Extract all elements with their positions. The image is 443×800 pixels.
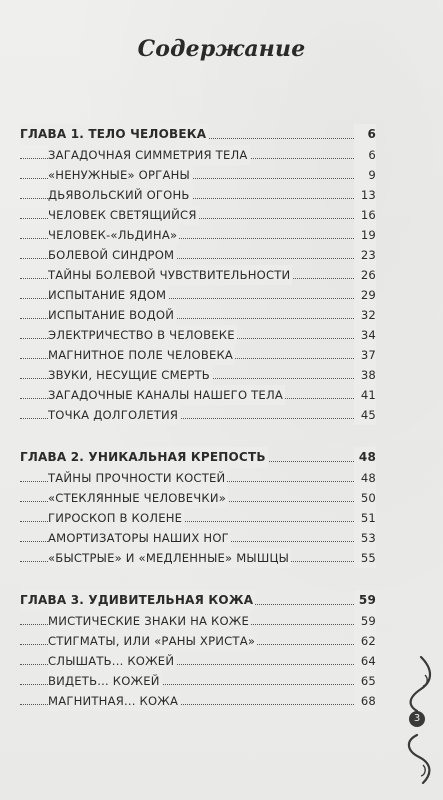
- page-folio-badge: 3: [409, 711, 425, 727]
- toc-entry: [20, 691, 376, 711]
- toc-entry: [20, 345, 376, 365]
- toc-entry: [20, 631, 376, 651]
- entry-label: ГИРОСКОП В КОЛЕНЕ: [48, 508, 184, 528]
- chapter-3: [20, 590, 376, 711]
- entry-page-number: 34: [354, 325, 376, 345]
- table-of-contents: [20, 124, 376, 733]
- entry-label: ЧЕЛОВЕК-«ЛЬДИНА»: [48, 225, 179, 245]
- entry-label: «НЕНУЖНЫЕ» ОРГАНЫ: [48, 165, 192, 185]
- chapter-title: ГЛАВА 3. УДИВИТЕЛЬНАЯ КОЖА: [20, 590, 255, 611]
- entry-label: СЛЫШАТЬ... КОЖЕЙ: [48, 651, 176, 671]
- entry-page-number: 53: [354, 528, 376, 548]
- toc-entry: [20, 145, 376, 165]
- entry-label: МАГНИТНАЯ... КОЖА: [48, 691, 180, 711]
- entry-page-number: 51: [354, 508, 376, 528]
- entry-page-number: 50: [354, 488, 376, 508]
- page-title: Содержание: [137, 36, 306, 62]
- toc-entry: [20, 651, 376, 671]
- chapter-title: ГЛАВА 1. ТЕЛО ЧЕЛОВЕКА: [20, 124, 208, 145]
- entry-page-number: 26: [354, 265, 376, 285]
- entry-label: ТОЧКА ДОЛГОЛЕТИЯ: [48, 405, 180, 425]
- entry-page-number: 23: [354, 245, 376, 265]
- entry-label: ИСПЫТАНИЕ ЯДОМ: [48, 285, 168, 305]
- entry-page-number: 64: [354, 651, 376, 671]
- entry-label: ЗВУКИ, НЕСУЩИЕ СМЕРТЬ: [48, 365, 212, 385]
- entry-page-number: 29: [354, 285, 376, 305]
- entry-label: БОЛЕВОЙ СИНДРОМ: [48, 245, 176, 265]
- entry-label: ЗАГАДОЧНАЯ СИММЕТРИЯ ТЕЛА: [48, 145, 250, 165]
- toc-entry: [20, 385, 376, 405]
- entry-page-number: 55: [354, 548, 376, 568]
- entry-page-number: 41: [354, 385, 376, 405]
- entry-page-number: 48: [354, 468, 376, 488]
- toc-entry: [20, 528, 376, 548]
- toc-entry: [20, 245, 376, 265]
- entry-page-number: 62: [354, 631, 376, 651]
- entry-page-number: 65: [354, 671, 376, 691]
- entry-label: ЭЛЕКТРИЧЕСТВО В ЧЕЛОВЕКЕ: [48, 325, 237, 345]
- chapter-page-number: 48: [354, 447, 376, 468]
- entry-page-number: 37: [354, 345, 376, 365]
- toc-entry: [20, 185, 376, 205]
- entry-page-number: 16: [354, 205, 376, 225]
- entry-label: ИСПЫТАНИЕ ВОДОЙ: [48, 305, 176, 325]
- entry-page-number: 13: [354, 185, 376, 205]
- entry-label: МИСТИЧЕСКИЕ ЗНАКИ НА КОЖЕ: [48, 611, 251, 631]
- chapter-heading: [20, 447, 376, 468]
- toc-entry: [20, 305, 376, 325]
- entry-label: АМОРТИЗАТОРЫ НАШИХ НОГ: [48, 528, 231, 548]
- entry-page-number: 19: [354, 225, 376, 245]
- entry-label: МАГНИТНОЕ ПОЛЕ ЧЕЛОВЕКА: [48, 345, 235, 365]
- toc-entry: [20, 365, 376, 385]
- entry-page-number: 68: [354, 691, 376, 711]
- chapter-page-number: 59: [354, 590, 376, 611]
- chapter-heading: [20, 124, 376, 145]
- entry-page-number: 6: [354, 145, 376, 165]
- toc-entry: [20, 671, 376, 691]
- entry-label: ВИДЕТЬ... КОЖЕЙ: [48, 671, 162, 691]
- entry-label: ТАЙНЫ БОЛЕВОЙ ЧУВСТВИТЕЛЬНОСТИ: [48, 265, 292, 285]
- chapter-title: ГЛАВА 2. УНИКАЛЬНАЯ КРЕПОСТЬ: [20, 447, 268, 468]
- entry-label: «СТЕКЛЯННЫЕ ЧЕЛОВЕЧКИ»: [48, 488, 228, 508]
- toc-entry: [20, 205, 376, 225]
- entry-page-number: 32: [354, 305, 376, 325]
- entry-page-number: 9: [354, 165, 376, 185]
- entry-label: ТАЙНЫ ПРОЧНОСТИ КОСТЕЙ: [48, 468, 227, 488]
- entry-label: ЗАГАДОЧНЫЕ КАНАЛЫ НАШЕГО ТЕЛА: [48, 385, 285, 405]
- entry-page-number: 59: [354, 611, 376, 631]
- toc-entry: [20, 468, 376, 488]
- toc-entry: [20, 611, 376, 631]
- entry-page-number: 38: [354, 365, 376, 385]
- toc-entry: [20, 325, 376, 345]
- toc-entry: [20, 405, 376, 425]
- toc-entry: [20, 165, 376, 185]
- chapter-heading: [20, 590, 376, 611]
- chapter-page-number: 6: [354, 124, 376, 145]
- toc-entry: [20, 285, 376, 305]
- toc-entry: [20, 508, 376, 528]
- entry-label: ЧЕЛОВЕК СВЕТЯЩИЙСЯ: [48, 205, 199, 225]
- chapter-2: [20, 447, 376, 568]
- chapter-1: [20, 124, 376, 425]
- toc-entry: [20, 488, 376, 508]
- toc-entry: [20, 225, 376, 245]
- toc-entry: [20, 548, 376, 568]
- entry-label: «БЫСТРЫЕ» И «МЕДЛЕННЫЕ» МЫШЦЫ: [48, 548, 291, 568]
- entry-page-number: 45: [354, 405, 376, 425]
- entry-label: ДЬЯВОЛЬСКИЙ ОГОНЬ: [48, 185, 192, 205]
- entry-label: СТИГМАТЫ, ИЛИ «РАНЫ ХРИСТА»: [48, 631, 257, 651]
- toc-entry: [20, 265, 376, 285]
